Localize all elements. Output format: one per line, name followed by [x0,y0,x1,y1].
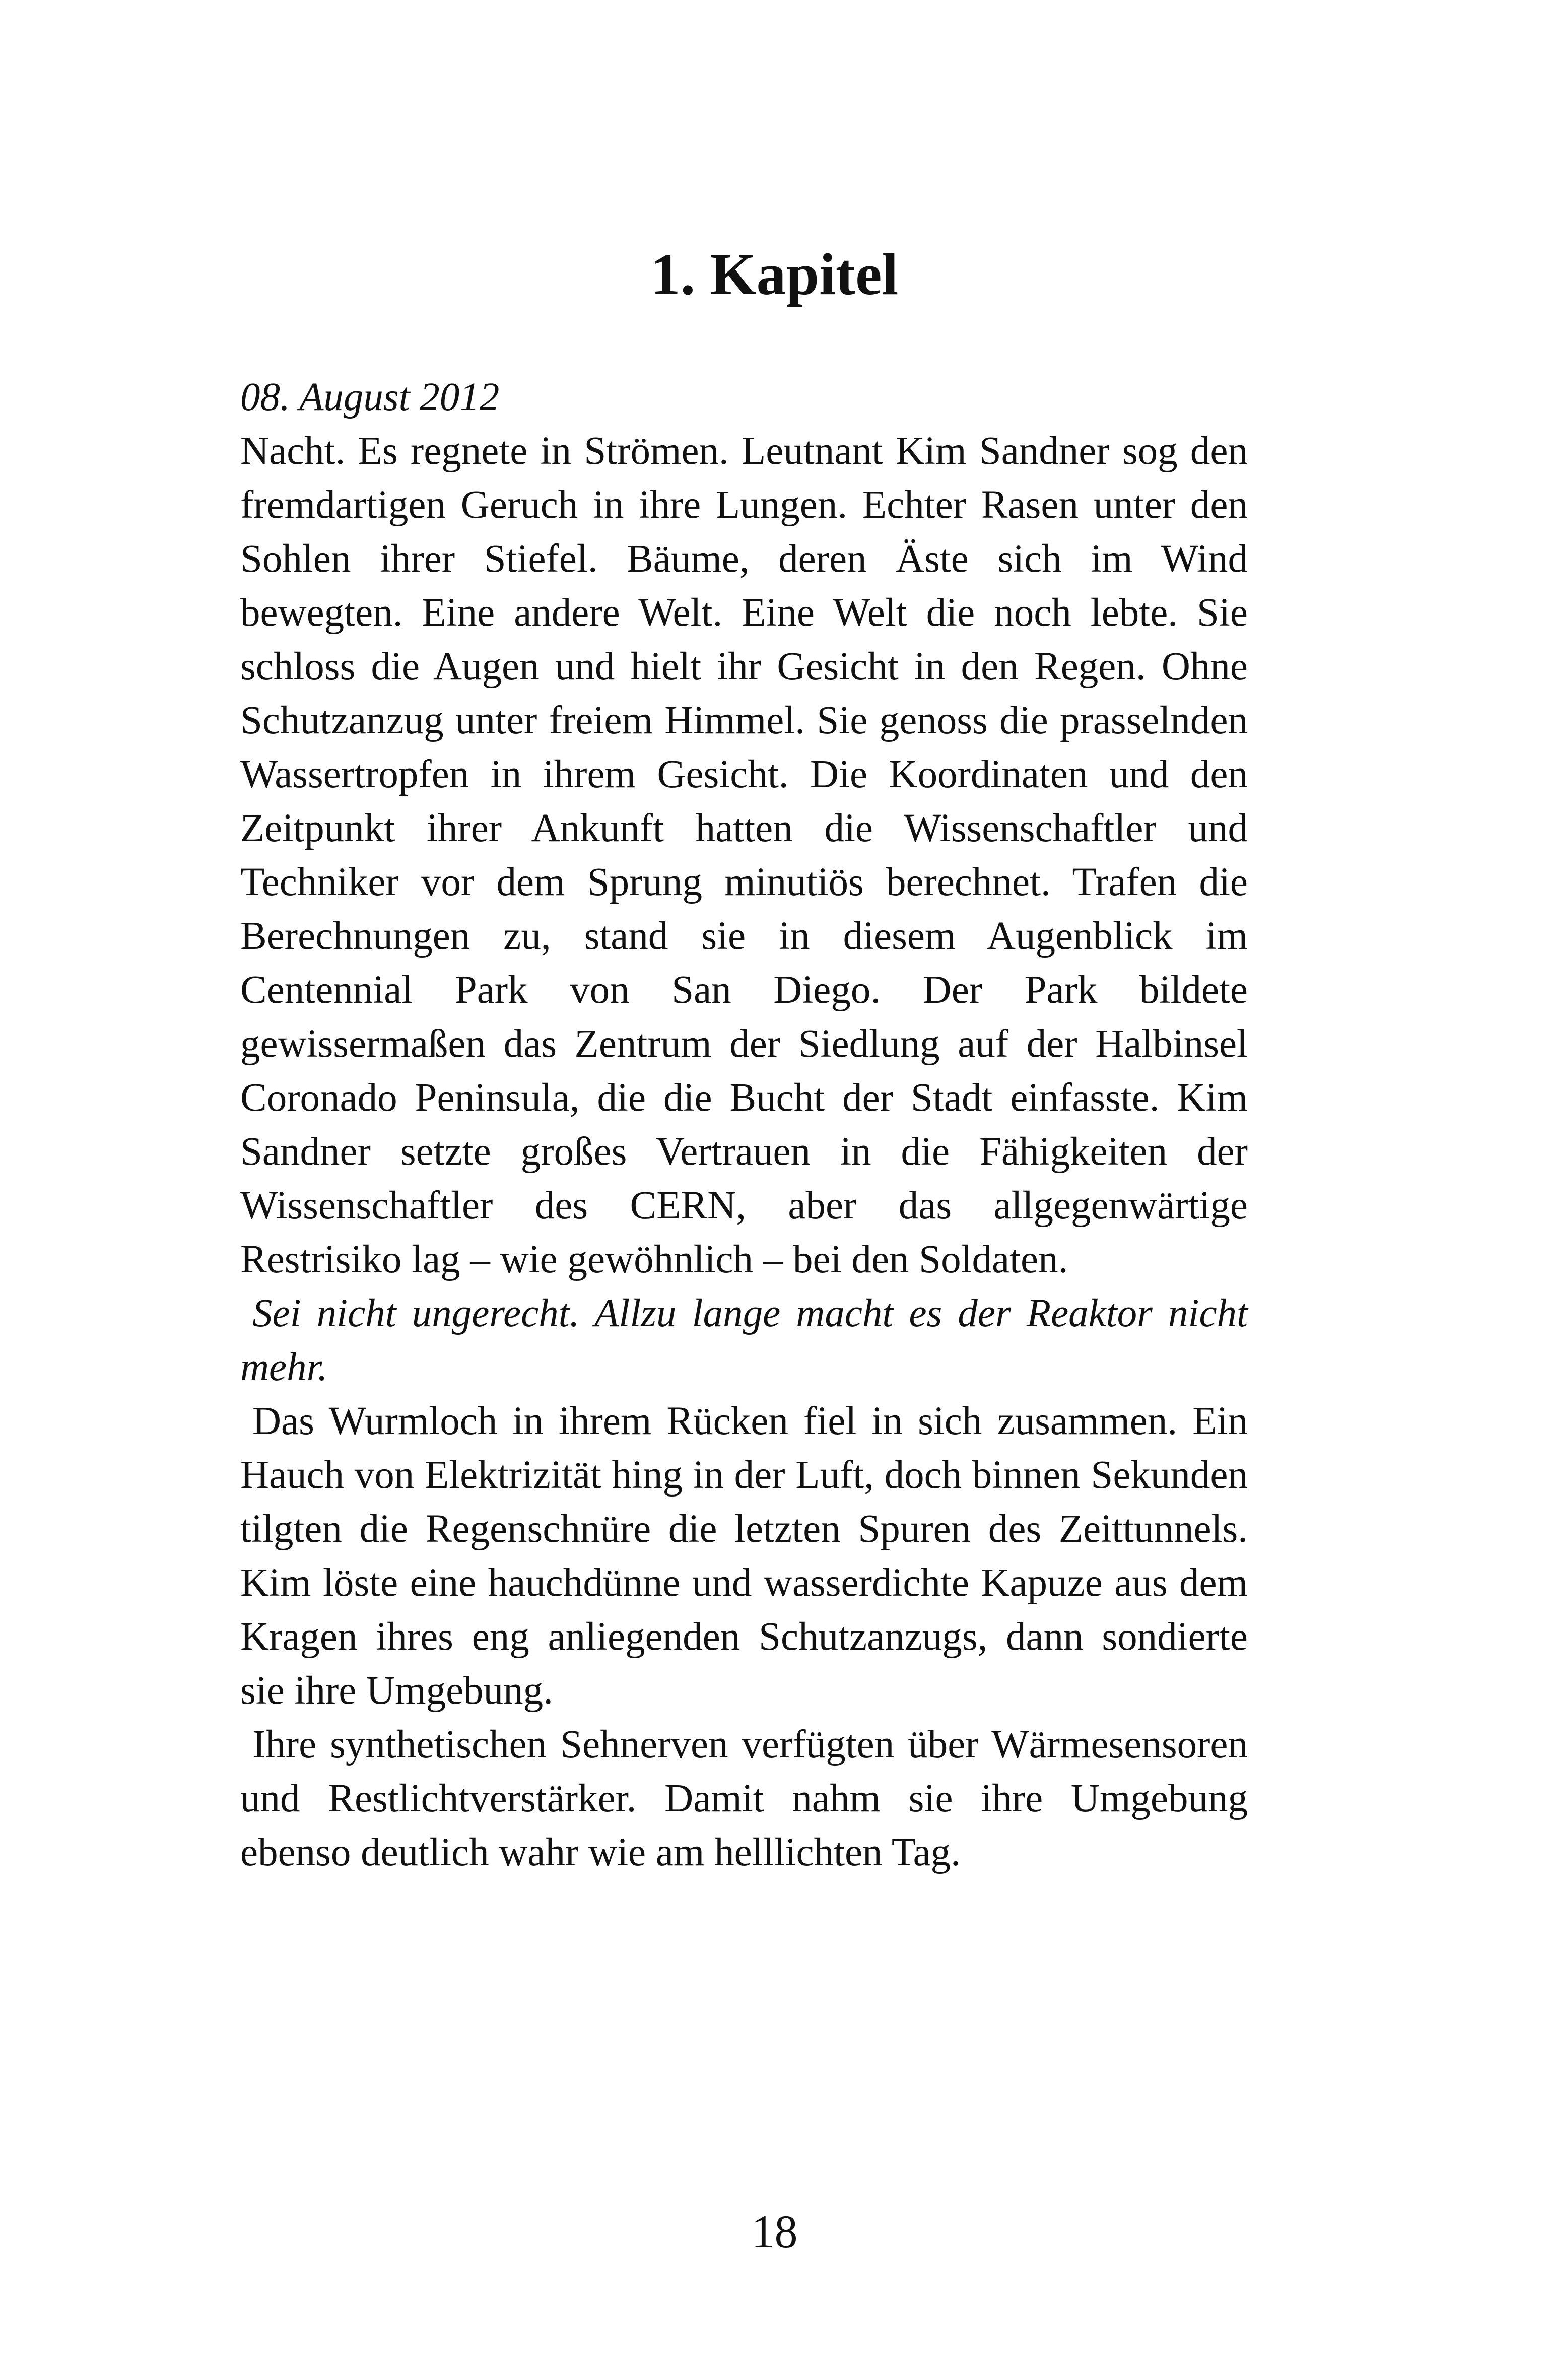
chapter-body [240,370,1248,1879]
paragraph-1: Nacht. Es regnete in Strömen. Leutnant Kim Sandner sog den fremdartigen Geruch in ihre Lungen. Echter Rasen unter den Sohlen ihrer Stiefel. Bäume, deren Äste sich im Wind bewegten. Eine andere Welt. Eine Welt die noch lebte. Sie schloss die Augen und hielt ihr Gesicht in den Regen. Ohne Schutzanzug unter freiem Himmel. Sie genoss die prasselnden Wassertropfen in ihrem Gesicht. Die Koordinaten und den Zeitpunkt ihrer Ankunft hatten die Wissenschaftler und Techniker vor dem Sprung minutiös berechnet. Trafen die Berechnungen zu, stand sie in diesem Augenblick im Centennial Park von San Diego. Der Park bildete gewissermaßen das Zentrum der Siedlung auf der Halbinsel Coronado Peninsula, die die Bucht der Stadt einfasste. Kim Sandner setzte großes Vertrauen in die Fähigkeiten der Wissenschaftler des CERN, aber das allgegenwärtige Restrisiko lag – wie gewöhnlich – bei den Soldaten. [240,429,1248,1281]
paragraph-2: Das Wurmloch in ihrem Rücken fiel in sich zusammen. Ein Hauch von Elektrizität hing in der Luft, doch binnen Sekunden tilgten die Regenschnüre die letzten Spuren des Zeittunnels. Kim löste eine hauchdünne und wasserdichte Kapuze aus dem Kragen ihres eng anliegenden Schutzanzugs, dann sondierte sie ihre Umgebung. [240,1399,1248,1713]
inner-thought: Sei nicht ungerecht. Allzu lange macht es der Reaktor nicht mehr. [240,1291,1248,1389]
page-number: 18 [751,2206,798,2257]
paragraph-3: Ihre synthetischen Sehnerven verfügten über Wärmesensoren und Restlichtverstärker. Damit nahm sie ihre Umgebung ebenso deutlich wahr wie am helllichten Tag. [240,1723,1248,1874]
chapter-date: 08. August 2012 [240,375,500,419]
chapter-title: 1. Kapitel [650,241,899,307]
